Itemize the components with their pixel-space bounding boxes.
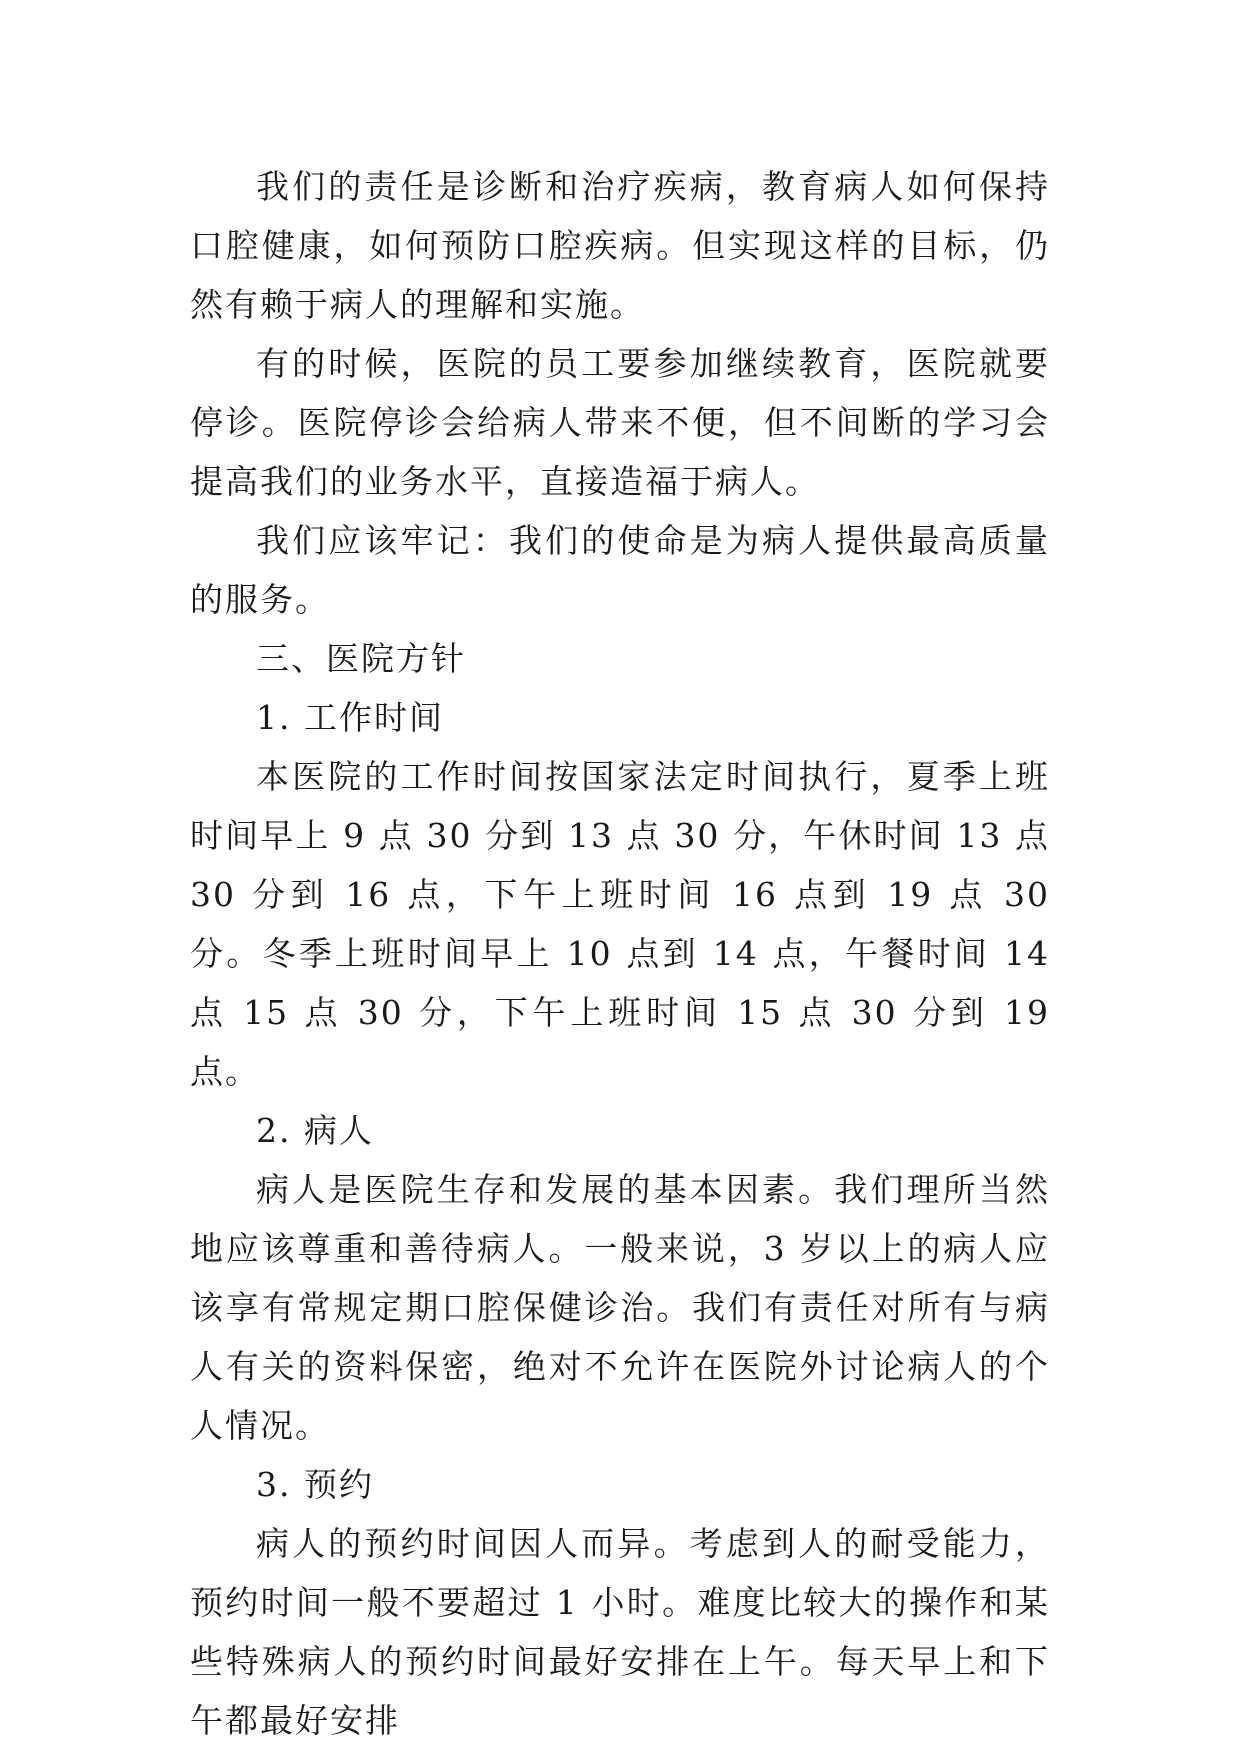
section-title: 三、医院方针 (256, 639, 466, 678)
item-heading-patients: 2. 病人 (256, 1111, 374, 1150)
item-body-appointments: 病人的预约时间因人而异。考虑到人的耐受能力，预约时间一般不要超过 1 小时。难度比较大的操作和某些特殊病人的预约时间最好安排在上午。每天早上和下午都最好安排 (190, 1524, 1050, 1740)
item-body-patients: 病人是医院生存和发展的基本因素。我们理所当然地应该尊重和善待病人。一般来说，3 岁以上的病人应该享有常规定期口腔保健诊治。我们有责任对所有与病人有关的资料保密，绝对不允许在医院外讨论病人的个人情况。 (190, 1170, 1050, 1445)
document-body (190, 157, 1050, 1750)
paragraph-responsibility: 我们的责任是诊断和治疗疾病，教育病人如何保持口腔健康，如何预防口腔疾病。但实现这样的目标，仍然有赖于病人的理解和实施。 (190, 167, 1050, 324)
item-heading-working-hours: 1. 工作时间 (256, 698, 444, 737)
item-heading-appointments: 3. 预约 (256, 1465, 374, 1504)
paragraph-mission: 我们应该牢记：我们的使命是为病人提供最高质量的服务。 (190, 521, 1050, 619)
item-body-working-hours: 本医院的工作时间按国家法定时间执行，夏季上班时间早上 9 点 30 分到 13 点 30 分，午休时间 13 点 30 分到 16 点，下午上班时间 16 点到 19 点 30 分。冬季上班时间早上 10 点到 14 点，午餐时间 14 点 15 点 30 分，下午上班时间 15 点 30 分到 19 点。 (190, 757, 1050, 1091)
paragraph-continuing-education: 有的时候，医院的员工要参加继续教育，医院就要停诊。医院停诊会给病人带来不便，但不间断的学习会提高我们的业务水平，直接造福于病人。 (190, 344, 1050, 501)
